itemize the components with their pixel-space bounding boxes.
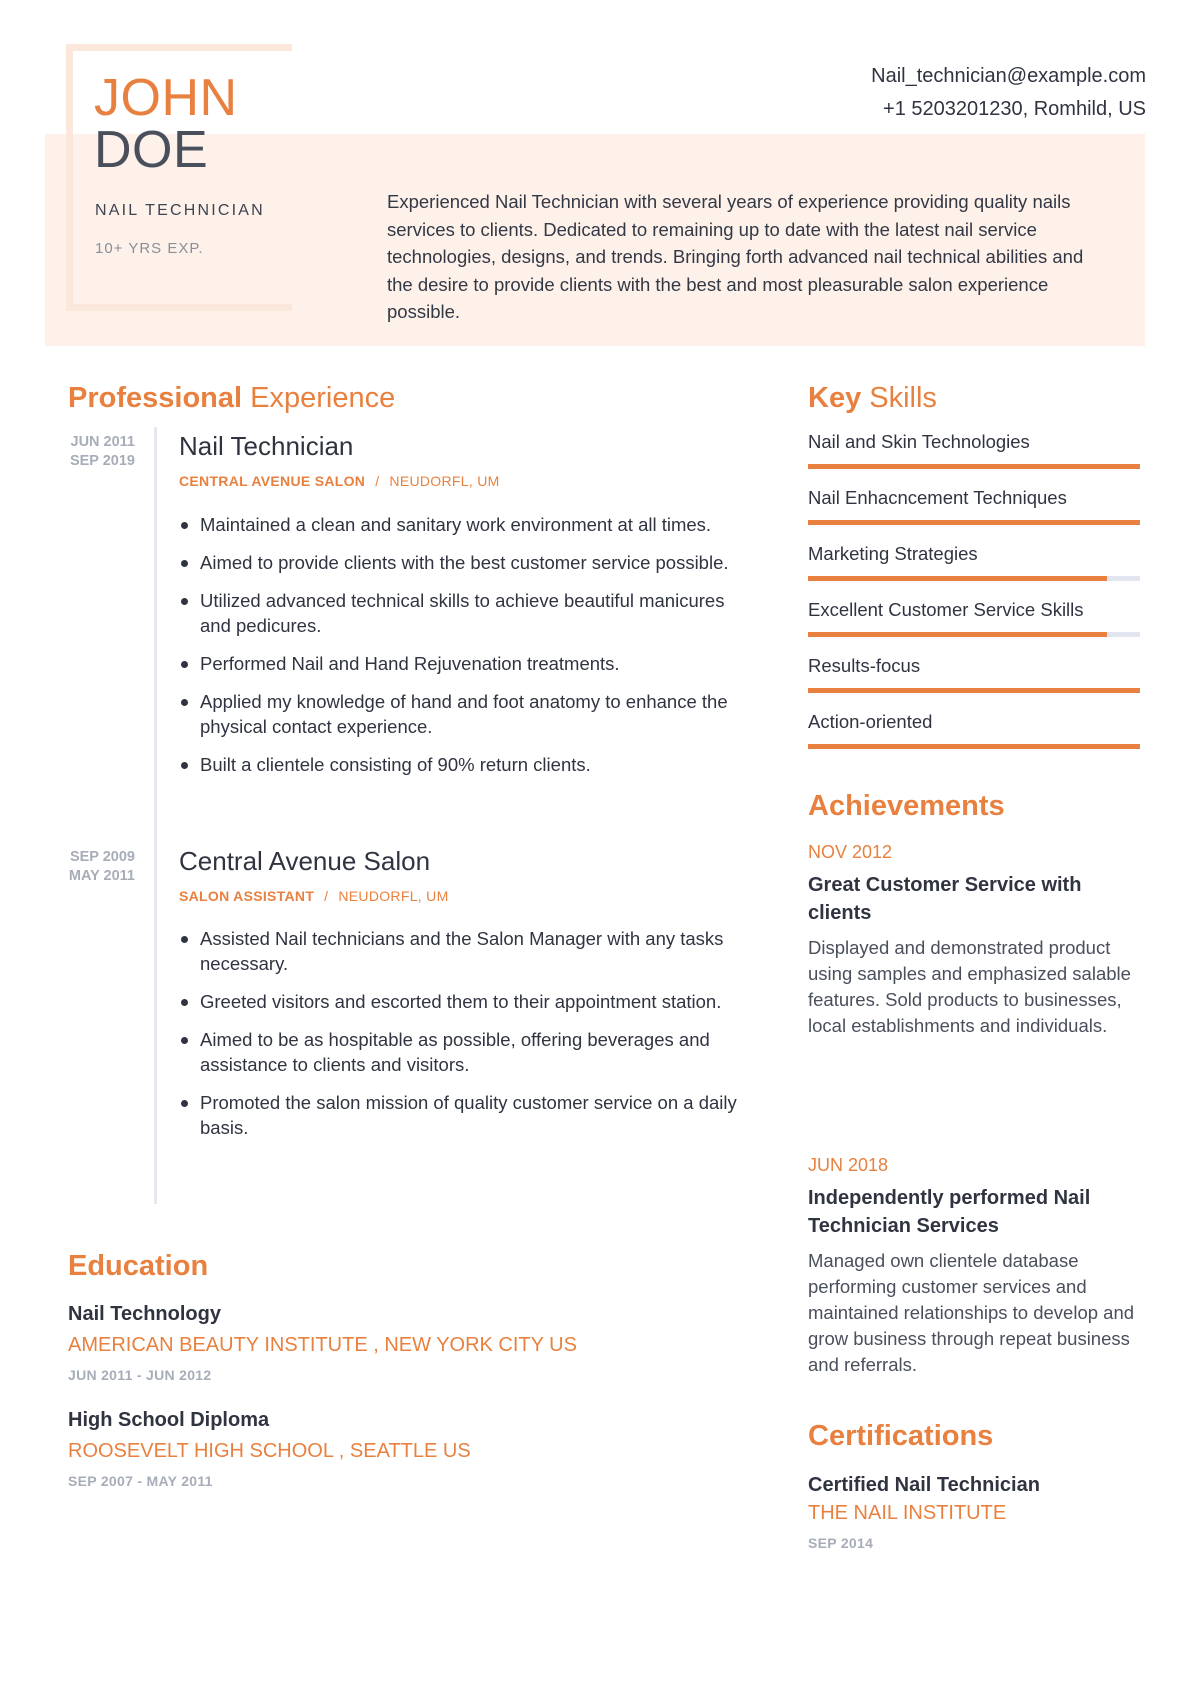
achievement-title: Independently performed Nail Technician Services — [808, 1187, 1091, 1237]
experience-heading-rest: Experience — [250, 382, 396, 414]
skill-track — [808, 520, 1140, 525]
job-dates — [55, 848, 135, 886]
skill-track — [808, 632, 1140, 637]
achievement-title: Great Customer Service with clients — [808, 874, 1082, 924]
skill-fill — [808, 464, 1140, 469]
list-item: Promoted the salon mission of quality customer service on a daily basis. — [179, 1090, 759, 1140]
skill-label: Nail Enhacncement Techniques — [808, 487, 1067, 508]
skills-heading-rest: Skills — [869, 382, 937, 414]
skill-fill — [808, 576, 1107, 581]
achievement-date: JUN 2018 — [808, 1155, 889, 1175]
skill-track — [808, 744, 1140, 749]
list-item: Applied my knowledge of hand and foot anatomy to enhance the physical contact experience. — [179, 689, 759, 739]
education-school: ROOSEVELT HIGH SCHOOL , SEATTLE US — [68, 1440, 471, 1462]
education-dates: JUN 2011 - JUN 2012 — [68, 1367, 212, 1383]
email-link[interactable]: Nail_technician@example.com — [871, 65, 1146, 87]
certifications-heading: Certifications — [808, 1420, 994, 1452]
achievement-date: NOV 2012 — [808, 842, 893, 862]
education-heading: Education — [68, 1250, 209, 1282]
job-end: MAY 2011 — [68, 868, 135, 884]
job-start: JUN 2011 — [70, 434, 135, 450]
skill-label: Marketing Strategies — [808, 543, 978, 564]
education-degree: High School Diploma — [68, 1409, 270, 1431]
job-role: Central Avenue Salon — [179, 846, 431, 876]
skill-fill — [808, 632, 1107, 637]
achievement-description: Managed own clientele database performing customer services and maintained relationships to develop and grow business through repeat business and referrals. — [808, 1250, 1135, 1375]
skills-heading-bold: Key — [808, 382, 862, 414]
skill-item — [808, 486, 1140, 525]
list-item: Built a clientele consisting of 90% return clients. — [179, 752, 759, 777]
list-item: Assisted Nail technicians and the Salon Manager with any tasks necessary. — [179, 926, 759, 976]
job-bullets — [179, 512, 759, 790]
last-name: DOE — [94, 121, 209, 179]
experience-heading-bold: Professional — [68, 382, 243, 414]
job-company-line — [179, 473, 500, 489]
list-item: Utilized advanced technical skills to achieve beautiful manicures and pedicures. — [179, 588, 759, 638]
skills-heading — [808, 384, 937, 413]
name-frame-top — [66, 44, 292, 51]
skill-item — [808, 710, 1140, 749]
experience-heading — [68, 384, 395, 413]
certification-name: Certified Nail Technician — [808, 1474, 1040, 1496]
job-title: NAIL TECHNICIAN — [95, 202, 265, 219]
skill-label: Excellent Customer Service Skills — [808, 599, 1084, 620]
skill-fill — [808, 744, 1140, 749]
summary: Experienced Nail Technician with several years of experience providing quality nails services to clients. Dedicated to remaining up to date with the latest nail service technologies, designs, and trends. Bringing forth advanced nail technical abilities and the desire to provide clients with the best and most pleasurable salon experience possible. — [387, 191, 1084, 322]
first-name: JOHN — [94, 69, 238, 127]
certification-date: SEP 2014 — [808, 1535, 874, 1551]
education-school: AMERICAN BEAUTY INSTITUTE , NEW YORK CITY US — [68, 1334, 577, 1356]
achievements-heading: Achievements — [808, 790, 1005, 822]
skill-label: Nail and Skin Technologies — [808, 431, 1030, 452]
achievement-description: Displayed and demonstrated product using samples and emphasized salable features. Sold products to businesses, local establishments and individuals. — [808, 937, 1131, 1036]
skill-track — [808, 576, 1140, 581]
job-role: Nail Technician — [179, 431, 354, 461]
certification-issuer: THE NAIL INSTITUTE — [808, 1502, 1007, 1524]
list-item: Performed Nail and Hand Rejuvenation treatments. — [179, 651, 759, 676]
list-item: Maintained a clean and sanitary work environment at all times. — [179, 512, 759, 537]
skill-track — [808, 688, 1140, 693]
skill-label: Action-oriented — [808, 711, 933, 732]
job-company-line — [179, 888, 449, 904]
phone-location: +1 5203201230, Romhild, US — [883, 98, 1146, 120]
timeline-line — [154, 427, 157, 1204]
list-item: Greeted visitors and escorted them to their appointment station. — [179, 989, 759, 1014]
skill-item — [808, 542, 1140, 581]
skill-fill — [808, 520, 1140, 525]
list-item: Aimed to be as hospitable as possible, offering beverages and assistance to clients and visitors. — [179, 1027, 759, 1077]
skill-item — [808, 598, 1140, 637]
list-item: Aimed to provide clients with the best customer service possible. — [179, 550, 759, 575]
separator: / — [375, 473, 380, 489]
name-frame-bottom — [66, 304, 292, 311]
skill-track — [808, 464, 1140, 469]
skill-label: Results-focus — [808, 655, 921, 676]
contact-block — [871, 60, 1146, 126]
job-location: NEUDORFL, UM — [338, 888, 449, 904]
job-end: SEP 2019 — [69, 453, 135, 469]
job-dates — [55, 433, 135, 471]
job-location: NEUDORFL, UM — [389, 473, 500, 489]
job-start: SEP 2009 — [69, 849, 135, 865]
separator: / — [324, 888, 329, 904]
education-dates: SEP 2007 - MAY 2011 — [68, 1473, 213, 1489]
skill-item — [808, 430, 1140, 469]
skill-item — [808, 654, 1140, 693]
job-company: SALON ASSISTANT — [179, 888, 315, 904]
job-company: CENTRAL AVENUE SALON — [179, 473, 366, 489]
education-degree: Nail Technology — [68, 1303, 221, 1325]
years-experience: 10+ YRS EXP. — [95, 240, 204, 257]
skill-fill — [808, 688, 1140, 693]
job-bullets — [179, 926, 759, 1153]
